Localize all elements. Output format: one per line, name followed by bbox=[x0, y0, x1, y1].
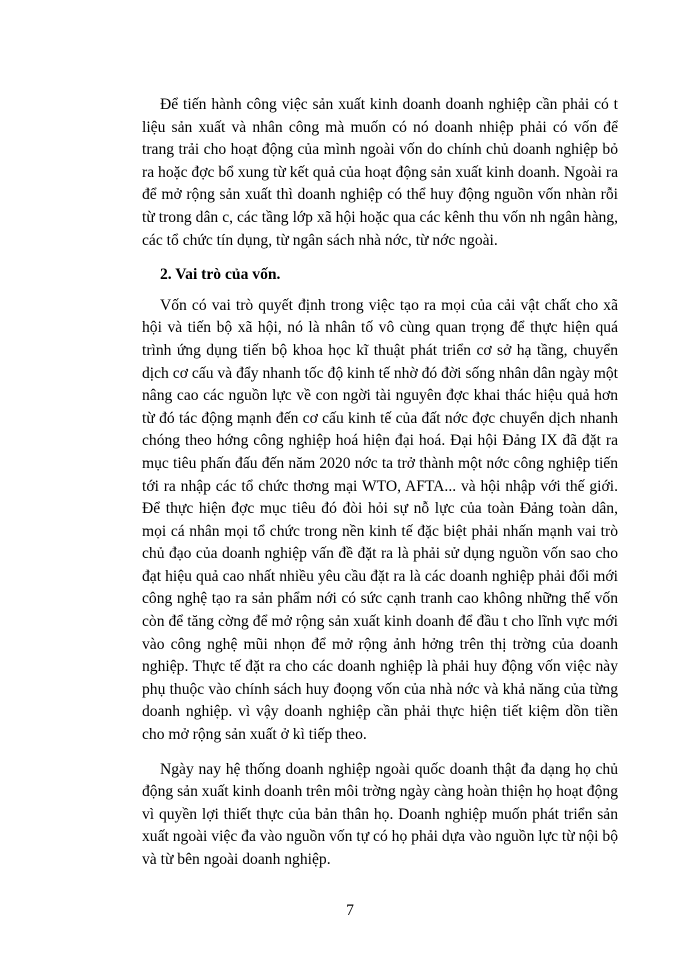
paragraph-non-state-enterprises: Ngày nay hệ thống doanh nghiệp ngoài quốc doanh thật đa dạng họ chủ động sản xuất kinh doanh trên môi trờng ngày càng hoàn thiện họ hoạt động vì quyền lợi thiết thực của bản thân họ. Doanh nghiệp muốn phát triển sản xuất ngoài việc đa vào nguồn vốn tự có họ phải dựa vào nguồn lực từ nội bộ và từ bên ngoài doanh nghiệp. bbox=[142, 760, 618, 868]
page-body bbox=[142, 94, 618, 872]
paragraph-capital-sources: Để tiến hành công việc sản xuất kinh doanh doanh nghiệp cần phải có t liệu sản xuất và nhân công mà muốn có nó doanh nhiệp phải có vốn để trang trải cho hoạt động của mình ngoài vốn do chính chủ doanh nghiệp bỏ ra hoặc đợc bổ xung từ kết quả của hoạt động sản xuất kinh doanh. Ngoài ra để mở rộng sản xuất thì doanh nghiệp có thể huy động nguồn vốn nhàn rỗi từ trong dân c, các tầng lớp xã hội hoặc qua các kênh thu vốn nh ngân hàng, các tổ chức tín dụng, từ ngân sách nhà nớc, từ nớc ngoài. bbox=[142, 96, 618, 249]
paragraph-role-of-capital: Vốn có vai trò quyết định trong việc tạo ra mọi của cải vật chất cho xã hội và tiến bộ xã hội, nó là nhân tố vô cùng quan trọng để thực hiện quá trình ứng dụng tiến bộ khoa học kĩ thuật phát triển cơ sở hạ tầng, chuyển dịch cơ cấu và đẩy nhanh tốc độ kinh tế nhờ đó đời sống nhân dân ngày một nâng cao các nguồn lực về con ngời tài nguyên đợc khai thác hiệu quả hơn từ đó tác động mạnh đến cơ cấu kinh tế của đất nớc đợc chuyển dịch nhanh chóng theo hớng công nghiệp hoá hiện đại hoá. Đại hội Đảng IX đã đặt ra mục tiêu phấn đấu đến năm 2020 nớc ta trở thành một nớc công nghiệp tiến tới ra nhập các tổ chức thơng mại WTO, AFTA... và hội nhập với thế giới. Để thực hiện đợc mục tiêu đó đòi hỏi sự nỗ lực của toàn Đảng toàn dân, mọi cá nhân mọi tổ chức trong nền kinh tế đặc biệt phải nhấn mạnh vai trò chủ đạo của doanh nghiệp vấn đề đặt ra là phải sử dụng nguồn vốn sao cho đạt hiệu quả cao nhất nhiều yêu cầu đặt ra là các doanh nghiệp phải đổi mới công nghệ tạo ra sản phẩm nới có sức cạnh tranh cao không những thế vốn còn để tăng cờng để mở rộng sản xuất kinh doanh để đầu t cho lĩnh vực mới vào công nghệ mũi nhọn để mở rộng ảnh hởng trên thị trờng của doanh nghiệp. Thực tế đặt ra cho các doanh nghiệp là phải huy động vốn việc này phụ thuộc vào chính sách huy đoọng vốn của nhà nớc và khả năng của từng doanh nghiệp. vì vậy doanh nghiệp cần phải thực hiện tiết kiệm dồn tiền cho mở rộng sản xuất ở kì tiếp theo. bbox=[142, 296, 618, 744]
page-number: 7 bbox=[346, 902, 354, 919]
section-heading: 2. Vai trò của vốn. bbox=[160, 266, 281, 284]
